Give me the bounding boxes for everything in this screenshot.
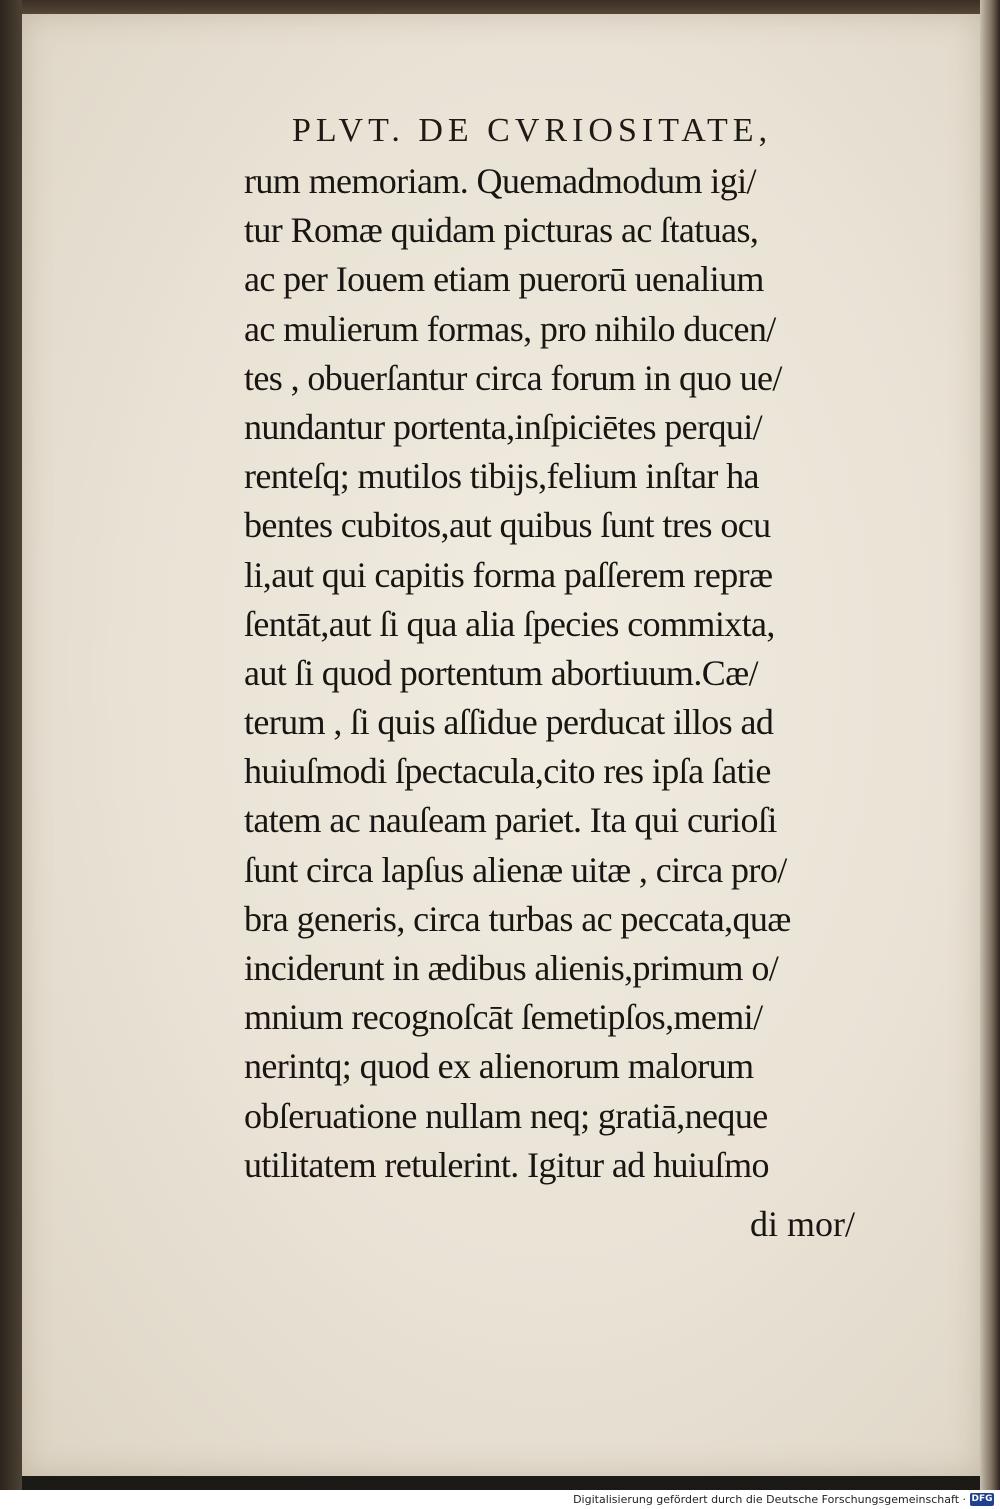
text-line: bentes cubitos,aut quibus ſunt tres ocu bbox=[244, 505, 771, 546]
text-line: ſunt circa lapſus alienæ uitæ , circa pro/ bbox=[244, 849, 787, 890]
text-line: tes , obuerſantur circa forum in quo ue/ bbox=[244, 357, 782, 398]
text-line: bra generis, circa turbas ac peccata,quæ bbox=[244, 898, 791, 939]
book-edge-right bbox=[980, 0, 1000, 1490]
text-block bbox=[244, 157, 912, 1190]
dfg-logo: DFG bbox=[971, 1494, 993, 1504]
text-line: tatem ac nauſeam pariet. Ita qui curioſi bbox=[244, 800, 777, 841]
text-line: inciderunt in ædibus alienis,primum o/ bbox=[244, 948, 779, 988]
text-line: nundantur portenta,inſpiciētes perqui/ bbox=[244, 406, 763, 447]
text-line: renteſq; mutilos tibijs,felium inſtar ha bbox=[244, 456, 759, 497]
text-line: tur Romæ quidam picturas ac ſtatuas, bbox=[244, 210, 759, 251]
text-line: ſentāt,aut ſi qua alia ſpecies commixta, bbox=[244, 603, 775, 644]
text-line: ac mulierum formas, pro nihilo ducen/ bbox=[244, 308, 776, 349]
text-line: mnium recognoſcāt ſemetipſos,memi/ bbox=[244, 997, 763, 1038]
footer-bar bbox=[0, 1490, 1000, 1509]
text-line: nerintq; quod ex alienorum malorum bbox=[244, 1046, 754, 1087]
footer-credit: Digitalisierung gefördert durch die Deutsche Forschungsgemeinschaft · bbox=[573, 1493, 966, 1506]
text-line: aut ſi quod portentum abortiuum.Cæ/ bbox=[244, 652, 758, 693]
catchword: di mor/ bbox=[750, 1204, 855, 1244]
text-line: ac per Iouem etiam puerorū uenalium bbox=[244, 259, 764, 300]
text-line: huiuſmodi ſpectacula,cito res ipſa ſatie bbox=[244, 751, 771, 792]
running-head: PLVT. DE CVRIOSITATE, bbox=[292, 112, 773, 149]
text-line: terum , ſi quis aſſidue perducat illos ad bbox=[244, 702, 774, 743]
text-line: li,aut qui capitis forma paſſerem repræ bbox=[244, 554, 773, 595]
book-edge-left bbox=[0, 0, 22, 1490]
text-line: rum memoriam. Quemadmodum igi/ bbox=[244, 161, 756, 201]
text-line: utilitatem retulerint. Igitur ad huiuſmo bbox=[244, 1144, 769, 1185]
text-line: obſeruatione nullam neq; gratiā,neque bbox=[244, 1095, 768, 1136]
